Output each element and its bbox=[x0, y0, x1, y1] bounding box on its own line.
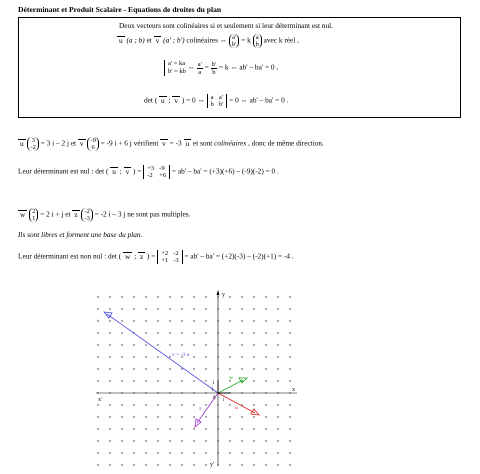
grid-dot bbox=[169, 404, 170, 405]
grid-dot bbox=[97, 428, 98, 429]
grid-dot bbox=[133, 428, 134, 429]
grid-dot bbox=[169, 368, 170, 369]
grid-dot bbox=[253, 332, 254, 333]
grid-dot bbox=[169, 332, 170, 333]
grid-dot bbox=[193, 452, 194, 453]
label-i: i bbox=[223, 398, 225, 403]
grid-dot bbox=[193, 308, 194, 309]
grid-dot bbox=[229, 332, 230, 333]
grid-dot bbox=[289, 380, 290, 381]
grid-dot bbox=[253, 440, 254, 441]
grid-dot bbox=[169, 308, 170, 309]
determinant-line: det ( u ; v ) = 0 ⇔ a a' b b' = 0 ⇔ ab' – ba' = 0 . bbox=[144, 94, 289, 108]
grid-dot bbox=[265, 308, 266, 309]
grid-dot bbox=[97, 308, 98, 309]
grid-dot bbox=[181, 416, 182, 417]
k-real-label: avec k réel , bbox=[263, 35, 299, 45]
grid-dot bbox=[241, 320, 242, 321]
grid-dot bbox=[205, 380, 206, 381]
grid-dot bbox=[145, 356, 146, 357]
grid-dot bbox=[289, 404, 290, 405]
grid-dot bbox=[265, 320, 266, 321]
grid-dot bbox=[97, 416, 98, 417]
grid-dot bbox=[193, 464, 194, 465]
grid-dot bbox=[157, 320, 158, 321]
grid-dot bbox=[181, 464, 182, 465]
free-vectors-note: Ils sont libres et forment une base du plan. bbox=[18, 230, 143, 239]
grid-dot bbox=[277, 404, 278, 405]
grid-dot bbox=[157, 356, 158, 357]
grid-dot bbox=[181, 404, 182, 405]
grid-dot bbox=[193, 356, 194, 357]
grid-dot bbox=[229, 428, 230, 429]
grid-dot bbox=[133, 368, 134, 369]
grid-dot bbox=[229, 368, 230, 369]
grid-dot bbox=[121, 464, 122, 465]
grid-dot bbox=[109, 428, 110, 429]
column-vector: a b bbox=[253, 34, 262, 48]
grid-dot bbox=[157, 404, 158, 405]
grid-dot bbox=[181, 308, 182, 309]
vector-u: u bbox=[161, 95, 165, 105]
u-column: 3 -2 bbox=[27, 137, 38, 151]
grid-dot bbox=[145, 404, 146, 405]
grid-dot bbox=[109, 320, 110, 321]
grid-dot bbox=[241, 308, 242, 309]
v-column: -9 6 bbox=[87, 137, 98, 151]
grid-dot bbox=[109, 344, 110, 345]
colinear-word: colinéaires bbox=[214, 138, 247, 148]
grid-dot bbox=[97, 296, 98, 297]
grid-dot bbox=[229, 464, 230, 465]
grid-dot bbox=[169, 464, 170, 465]
grid-dot bbox=[241, 356, 242, 357]
grid-dot bbox=[265, 356, 266, 357]
equals-k: = k bbox=[241, 35, 251, 45]
determinant-matrix: +2 -2 +1 -3 bbox=[157, 250, 182, 264]
example2-line: w 2 1 = 2 i + j et z -2 -3 = -2 i – 3 j ne sont pas multiples. bbox=[20, 208, 191, 222]
determinant-matrix: a a' b b' bbox=[207, 94, 228, 108]
grid-dot bbox=[205, 464, 206, 465]
grid-dot bbox=[265, 380, 266, 381]
grid-dot bbox=[145, 464, 146, 465]
grid-dot bbox=[133, 380, 134, 381]
grid-dot bbox=[205, 320, 206, 321]
w-expression: = 2 i + j bbox=[40, 209, 64, 219]
grid-dot bbox=[265, 332, 266, 333]
v-expression: = -9 i + 6 j bbox=[100, 138, 132, 148]
vector-u: u bbox=[185, 138, 190, 148]
grid-dot bbox=[289, 344, 290, 345]
fraction-b: $\frac{b'}{b}$ bbox=[211, 60, 217, 76]
grid-dot bbox=[265, 416, 266, 417]
system-result: = k ⇔ ab' – ba' = 0 , bbox=[218, 62, 279, 72]
w-column: 2 1 bbox=[29, 208, 38, 222]
grid-dot bbox=[133, 440, 134, 441]
grid-dot bbox=[241, 368, 242, 369]
grid-dot bbox=[157, 464, 158, 465]
vector-u: u bbox=[20, 138, 24, 148]
grid-dot bbox=[253, 296, 254, 297]
grid-dot bbox=[277, 308, 278, 309]
grid-dot bbox=[121, 404, 122, 405]
determinant-calc: = ab' – ba' = (+2)(-3) – (-2)(+1) = -4 . bbox=[184, 251, 294, 261]
grid-dot bbox=[97, 464, 98, 465]
grid-dot bbox=[289, 368, 290, 369]
grid-dot bbox=[241, 464, 242, 465]
grid-dot bbox=[265, 440, 266, 441]
et-label: et bbox=[146, 35, 152, 45]
grid-dot bbox=[157, 380, 158, 381]
grid-dot bbox=[289, 440, 290, 441]
grid-dot bbox=[97, 380, 98, 381]
grid-dot bbox=[133, 452, 134, 453]
determinant-matrix: +3 -9 -2 +6 bbox=[143, 165, 170, 179]
grid-dot bbox=[121, 380, 122, 381]
grid-dot bbox=[109, 404, 110, 405]
grid-dot bbox=[229, 296, 230, 297]
label-j: j bbox=[212, 387, 214, 392]
grid-dot bbox=[109, 356, 110, 357]
grid-dots bbox=[97, 296, 290, 465]
grid-dot bbox=[169, 296, 170, 297]
grid-dot bbox=[205, 296, 206, 297]
grid-dot bbox=[229, 452, 230, 453]
grid-dot bbox=[169, 416, 170, 417]
grid-dot bbox=[181, 332, 182, 333]
grid-dot bbox=[157, 308, 158, 309]
equation-system: a' = ka b' = kb bbox=[164, 60, 186, 76]
grid-dot bbox=[277, 380, 278, 381]
grid-dot bbox=[277, 416, 278, 417]
vector-w-arrowhead bbox=[239, 378, 247, 383]
grid-dot bbox=[277, 356, 278, 357]
grid-dot bbox=[253, 416, 254, 417]
grid-dot bbox=[145, 296, 146, 297]
grid-dot bbox=[145, 440, 146, 441]
grid-dot bbox=[277, 428, 278, 429]
u-expression: = 3 i – 2 j bbox=[40, 138, 69, 148]
grid-dot bbox=[253, 404, 254, 405]
grid-dot bbox=[121, 332, 122, 333]
fraction-a: $\frac{a'}{a}$ bbox=[197, 60, 202, 76]
grid-dot bbox=[145, 332, 146, 333]
grid-dot bbox=[265, 368, 266, 369]
grid-dot bbox=[181, 344, 182, 345]
grid-dot bbox=[205, 428, 206, 429]
x-axis-label: x bbox=[292, 387, 295, 393]
system-line: a' = ka b' = kb ⇔ $\frac{a'}{a}$ = $\frac{b'}{b}$ = k ⇔ ab' – ba' = 0 , bbox=[164, 60, 278, 76]
grid-dot bbox=[133, 308, 134, 309]
grid-dot bbox=[205, 452, 206, 453]
grid-dot bbox=[277, 296, 278, 297]
grid-dot bbox=[133, 464, 134, 465]
grid-dot bbox=[97, 452, 98, 453]
grid-dot bbox=[97, 404, 98, 405]
grid-dot bbox=[169, 320, 170, 321]
vector-v: v bbox=[174, 95, 178, 105]
grid-dot bbox=[181, 440, 182, 441]
y-prime-label: y' bbox=[210, 462, 215, 468]
grid-dot bbox=[241, 416, 242, 417]
example2-determinant: Leur déterminant est non nul : det ( w ; z ) = +2 -2 +1 -3 = ab' – ba' = (+2)(-3) – (-2)(+1) = -4 . bbox=[18, 250, 294, 264]
grid-dot bbox=[205, 416, 206, 417]
grid-dot bbox=[193, 440, 194, 441]
grid-dot bbox=[193, 380, 194, 381]
grid-dot bbox=[157, 368, 158, 369]
grid-dot bbox=[133, 344, 134, 345]
grid-dot bbox=[121, 296, 122, 297]
vector-v: v bbox=[155, 35, 160, 45]
vector-u: u bbox=[119, 35, 123, 45]
grid-dot bbox=[253, 428, 254, 429]
origin-label: 0 bbox=[213, 396, 216, 401]
grid-dot bbox=[145, 452, 146, 453]
grid-dot bbox=[109, 416, 110, 417]
grid-dot bbox=[229, 440, 230, 441]
grid-dot bbox=[97, 440, 98, 441]
grid-dot bbox=[121, 428, 122, 429]
grid-dot bbox=[289, 464, 290, 465]
grid-dot bbox=[253, 464, 254, 465]
grid-dot bbox=[133, 416, 134, 417]
grid-dot bbox=[229, 320, 230, 321]
tick-one-label: 1 bbox=[212, 381, 215, 386]
grid-dot bbox=[181, 428, 182, 429]
z-expression: = -2 i – 3 j bbox=[94, 209, 126, 219]
grid-dot bbox=[121, 308, 122, 309]
grid-dot bbox=[169, 380, 170, 381]
grid-dot bbox=[253, 308, 254, 309]
vector-z-arrowhead bbox=[195, 419, 201, 427]
grid-dot bbox=[97, 356, 98, 357]
grid-dot bbox=[109, 332, 110, 333]
label-v: v = -3 u bbox=[172, 352, 190, 358]
u-coords: (a ; b) bbox=[126, 35, 145, 45]
vector-z: z bbox=[74, 209, 78, 219]
grid-dot bbox=[253, 356, 254, 357]
grid-dot bbox=[121, 356, 122, 357]
grid-dot bbox=[193, 296, 194, 297]
vector-w-line bbox=[218, 380, 243, 393]
grid-dot bbox=[97, 332, 98, 333]
page-title: Déterminant et Produit Scalaire - Equations de droites du plan bbox=[18, 5, 222, 14]
grid-dot bbox=[157, 452, 158, 453]
grid-dot bbox=[169, 344, 170, 345]
colinear-label: colinéaires ⇔ bbox=[186, 35, 228, 45]
grid-dot bbox=[277, 320, 278, 321]
grid-dot bbox=[121, 344, 122, 345]
grid-dot bbox=[241, 452, 242, 453]
grid-dot bbox=[181, 368, 182, 369]
grid-dot bbox=[289, 356, 290, 357]
grid-dot bbox=[277, 332, 278, 333]
grid-dot bbox=[253, 380, 254, 381]
grid-dot bbox=[289, 308, 290, 309]
grid-dot bbox=[145, 380, 146, 381]
grid-dot bbox=[145, 320, 146, 321]
vector-u-arrowhead bbox=[251, 409, 259, 415]
grid-dot bbox=[133, 296, 134, 297]
grid-dot bbox=[289, 320, 290, 321]
grid-dot bbox=[253, 368, 254, 369]
grid-dot bbox=[289, 416, 290, 417]
grid-dot bbox=[157, 344, 158, 345]
grid-dot bbox=[277, 464, 278, 465]
grid-dot bbox=[181, 296, 182, 297]
grid-dot bbox=[277, 344, 278, 345]
y-arrow-icon bbox=[217, 290, 220, 295]
colinearity-condition bbox=[117, 34, 299, 48]
grid-dot bbox=[133, 320, 134, 321]
grid-dot bbox=[241, 296, 242, 297]
example1-determinant: Leur déterminant est nul : det ( u ; v ) = +3 -9 -2 +6 = ab' – ba' = (+3)(+6) – (-9)(-2) = 0 . bbox=[18, 165, 279, 179]
grid-dot bbox=[265, 404, 266, 405]
grid-dot bbox=[193, 404, 194, 405]
grid-dot bbox=[241, 440, 242, 441]
grid-dot bbox=[265, 464, 266, 465]
grid-dot bbox=[265, 296, 266, 297]
grid-dot bbox=[97, 344, 98, 345]
grid-dot bbox=[145, 428, 146, 429]
grid-dot bbox=[109, 380, 110, 381]
grid-dot bbox=[109, 296, 110, 297]
grid-dot bbox=[169, 428, 170, 429]
x-prime-label: x' bbox=[98, 397, 103, 403]
grid-dot bbox=[229, 404, 230, 405]
grid-dot bbox=[193, 368, 194, 369]
grid-dot bbox=[157, 416, 158, 417]
column-vector-prime: a' b' bbox=[229, 34, 239, 48]
grid-dot bbox=[205, 440, 206, 441]
grid-dot bbox=[265, 428, 266, 429]
grid-dot bbox=[265, 452, 266, 453]
grid-dot bbox=[169, 356, 170, 357]
grid-dot bbox=[145, 344, 146, 345]
grid-dot bbox=[181, 320, 182, 321]
grid-dot bbox=[253, 320, 254, 321]
grid-dot bbox=[157, 332, 158, 333]
v-coords: (a' ; b') bbox=[163, 35, 185, 45]
y-axis-label: y bbox=[222, 292, 225, 298]
grid-dot bbox=[145, 368, 146, 369]
label-z: z bbox=[199, 406, 202, 412]
vector-v: v bbox=[162, 138, 166, 148]
vector-v: v bbox=[79, 138, 84, 148]
grid-dot bbox=[133, 404, 134, 405]
grid-dot bbox=[121, 416, 122, 417]
grid-dot bbox=[109, 368, 110, 369]
grid-dot bbox=[109, 452, 110, 453]
grid-dot bbox=[121, 452, 122, 453]
label-u: u bbox=[235, 405, 238, 411]
definition-box bbox=[18, 17, 461, 118]
grid-dot bbox=[109, 440, 110, 441]
grid-dot bbox=[97, 320, 98, 321]
vector-graph bbox=[90, 280, 310, 474]
grid-dot bbox=[121, 368, 122, 369]
grid-dot bbox=[241, 332, 242, 333]
grid-dot bbox=[241, 344, 242, 345]
grid-dot bbox=[133, 356, 134, 357]
grid-dot bbox=[241, 428, 242, 429]
grid-dot bbox=[181, 380, 182, 381]
grid-dot bbox=[97, 368, 98, 369]
grid-dot bbox=[289, 452, 290, 453]
grid-dot bbox=[253, 452, 254, 453]
example1-line: u 3 -2 = 3 i – 2 j et v -9 6 = -9 i + 6 j vérifient v = -3 u et sont colinéaires , donc de même direction. bbox=[20, 137, 324, 151]
determinant-calc: = ab' – ba' = (+3)(+6) – (-9)(-2) = 0 . bbox=[171, 166, 279, 176]
grid-dot bbox=[277, 368, 278, 369]
label-w: w bbox=[229, 375, 233, 381]
grid-dot bbox=[289, 428, 290, 429]
definition-line: Deux vecteurs sont colinéaires si et seulement si leur déterminant est nul. bbox=[119, 21, 333, 30]
grid-dot bbox=[181, 452, 182, 453]
grid-dot bbox=[253, 344, 254, 345]
z-column: -2 -3 bbox=[81, 208, 92, 222]
grid-dot bbox=[205, 356, 206, 357]
grid-dot bbox=[193, 332, 194, 333]
grid-dot bbox=[205, 344, 206, 345]
grid-dot bbox=[289, 332, 290, 333]
grid-dot bbox=[193, 416, 194, 417]
grid-dot bbox=[193, 428, 194, 429]
grid-dot bbox=[229, 416, 230, 417]
grid-dot bbox=[193, 344, 194, 345]
grid-dot bbox=[157, 296, 158, 297]
grid-dot bbox=[277, 452, 278, 453]
grid-dot bbox=[157, 440, 158, 441]
grid-dot bbox=[229, 344, 230, 345]
grid-dot bbox=[193, 320, 194, 321]
grid-dot bbox=[109, 464, 110, 465]
grid-dot bbox=[277, 440, 278, 441]
grid-dot bbox=[121, 320, 122, 321]
grid-dot bbox=[205, 368, 206, 369]
grid-dot bbox=[229, 308, 230, 309]
grid-dot bbox=[229, 356, 230, 357]
grid-dot bbox=[169, 440, 170, 441]
grid-dot bbox=[109, 308, 110, 309]
grid-dot bbox=[205, 404, 206, 405]
grid-dot bbox=[145, 416, 146, 417]
grid-dot bbox=[205, 332, 206, 333]
grid-dot bbox=[289, 296, 290, 297]
grid-dot bbox=[157, 428, 158, 429]
vector-w: w bbox=[20, 209, 26, 219]
grid-dot bbox=[169, 452, 170, 453]
grid-dot bbox=[121, 440, 122, 441]
grid-dot bbox=[145, 308, 146, 309]
grid-dot bbox=[265, 344, 266, 345]
vector-v-line bbox=[107, 314, 218, 393]
grid-dot bbox=[205, 308, 206, 309]
